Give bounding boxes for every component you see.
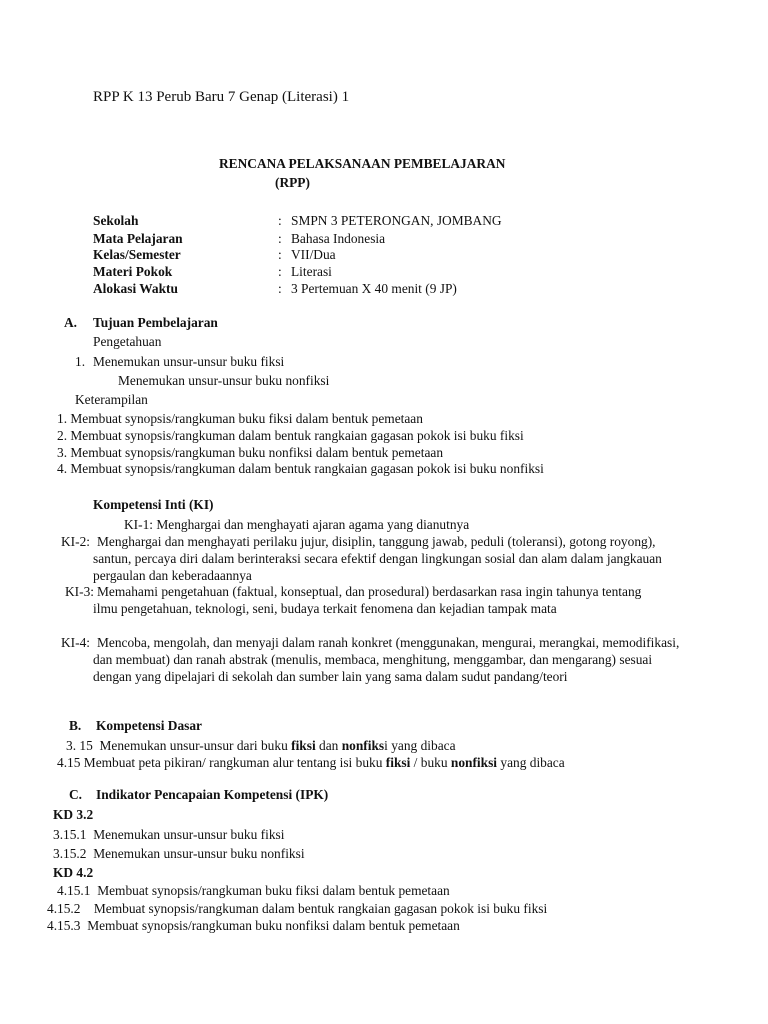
- kd-item: [66, 737, 456, 754]
- rpp-heading-abbrev: (RPP): [275, 175, 310, 190]
- identity-value: SMPN 3 PETERONGAN, JOMBANG: [291, 213, 502, 228]
- ipk-number: 4.15.1: [57, 883, 91, 898]
- ki-3-text: Memahami pengetahuan (faktual, konseptual, dan prosedural) berdasarkan rasa ingin tahunya tentang ilmu pengetahuan, teknologi, seni, budaya terkait fenomena dan kejadian tampak mata: [93, 584, 642, 616]
- identity-value: 3 Pertemuan X 40 menit (9 JP): [291, 281, 457, 296]
- identity-row-kelas-semester: [0, 246, 768, 263]
- section-c-title: Indikator Pencapaian Kompetensi (IPK): [96, 787, 329, 802]
- section-b-letter: B.: [69, 718, 82, 733]
- keterampilan-item: 1. Membuat synopsis/rangkuman buku fiksi dalam bentuk pemetaan: [57, 411, 423, 426]
- section-b-title: Kompetensi Dasar: [96, 718, 203, 733]
- kd-text: yang dibaca: [497, 755, 565, 770]
- identity-value: VII/Dua: [291, 247, 336, 262]
- kd-text: Membuat peta pikiran/ rangkuman alur tentang isi buku: [83, 755, 386, 770]
- ipk-text: Menemukan unsur-unsur buku fiksi: [93, 827, 285, 842]
- ipk-number: 3.15.2: [53, 846, 87, 861]
- kd-text: Menemukan unsur-unsur dari buku: [99, 738, 292, 753]
- keterampilan-label: Keterampilan: [75, 392, 148, 407]
- ki-4-label: KI-4:: [61, 635, 91, 650]
- kd-number: 4.15: [57, 755, 81, 770]
- pengetahuan-item: Menemukan unsur-unsur buku fiksi: [93, 354, 285, 369]
- ipk-text: Menemukan unsur-unsur buku nonfiksi: [93, 846, 305, 861]
- section-a-title: Tujuan Pembelajaran: [93, 315, 218, 330]
- ipk-text: Membuat synopsis/rangkuman buku fiksi dalam bentuk pemetaan: [97, 883, 450, 898]
- ipk-item: [53, 826, 284, 843]
- identity-label: Materi Pokok: [93, 264, 173, 279]
- rpp-heading: RENCANA PELAKSANAAN PEMBELAJARAN: [219, 156, 506, 171]
- ipk-item: [47, 900, 547, 917]
- identity-row-sekolah: [0, 212, 768, 229]
- ki-title: Kompetensi Inti (KI): [93, 497, 214, 512]
- ipk-item: [57, 882, 450, 899]
- ipk-text: Membuat synopsis/rangkuman dalam bentuk rangkaian gagasan pokok isi buku fiksi: [93, 901, 548, 916]
- keterampilan-item: 4. Membuat synopsis/rangkuman dalam bentuk rangkaian gagasan pokok isi buku nonfiksi: [57, 461, 544, 476]
- pengetahuan-label: Pengetahuan: [93, 334, 162, 349]
- identity-colon: :: [278, 281, 282, 296]
- identity-label: Mata Pelajaran: [93, 231, 183, 246]
- ki-1: KI-1: Menghargai dan menghayati ajaran agama yang dianutnya: [124, 517, 470, 532]
- identity-row-materi-pokok: [0, 263, 768, 280]
- ipk-number: 4.15.3: [47, 918, 81, 933]
- pengetahuan-item-number: 1.: [75, 354, 86, 369]
- ipk-text: Membuat synopsis/rangkuman buku nonfiksi dalam bentuk pemetaan: [87, 918, 460, 933]
- identity-colon: :: [278, 213, 282, 228]
- ki-2-text: Menghargai dan menghayati perilaku jujur, disiplin, tanggung jawab, peduli (toleransi), gotong royong), santun, percaya diri dalam berinteraksi secara efektif dengan lingkungan sosial dan alam dalam jangkauan pergaulan dan keberadaannya: [93, 534, 662, 583]
- identity-value: Literasi: [291, 264, 332, 279]
- ipk-number: 4.15.2: [47, 901, 81, 916]
- kd-keyword: nonfiks: [341, 738, 385, 753]
- identity-row-alokasi-waktu: [0, 280, 768, 297]
- ipk-number: 3.15.1: [53, 827, 87, 842]
- identity-value: Bahasa Indonesia: [291, 231, 386, 246]
- identity-colon: :: [278, 247, 282, 262]
- kd-keyword: nonfiksi: [450, 755, 498, 770]
- ipk-item: [47, 917, 460, 934]
- section-c-letter: C.: [69, 787, 83, 802]
- identity-colon: :: [278, 231, 282, 246]
- ipk-item: [53, 845, 305, 862]
- ki-3-label: KI-3:: [65, 584, 95, 599]
- keterampilan-item: 3. Membuat synopsis/rangkuman buku nonfiksi dalam bentuk pemetaan: [57, 445, 444, 460]
- kd-keyword: fiksi: [385, 755, 411, 770]
- kd-item: [57, 754, 565, 771]
- identity-row-mata-pelajaran: [0, 230, 768, 247]
- kd-text: dan: [315, 738, 342, 753]
- kd-keyword: fiksi: [291, 738, 316, 753]
- keterampilan-item: 2. Membuat synopsis/rangkuman dalam bentuk rangkaian gagasan pokok isi buku fiksi: [57, 428, 524, 443]
- kd-4-2-label: KD 4.2: [53, 865, 94, 880]
- ki-4-text: Mencoba, mengolah, dan menyaji dalam ranah konkret (menggunakan, mengurai, merangkai, memodifikasi, dan membuat) dan ranah abstrak (menulis, membaca, menghitung, menggambar, dan mengarang) sesuai dengan yang dipelajari di sekolah dan sumber lain yang sama dalam sudut pandang/teori: [93, 635, 680, 684]
- ki-2-label: KI-2:: [61, 534, 91, 549]
- identity-label: Alokasi Waktu: [93, 281, 178, 296]
- kd-number: 3. 15: [66, 738, 93, 753]
- pengetahuan-item: Menemukan unsur-unsur buku nonfiksi: [118, 373, 330, 388]
- kd-text: / buku: [410, 755, 451, 770]
- kd-3-2-label: KD 3.2: [53, 807, 94, 822]
- identity-label: Kelas/Semester: [93, 247, 181, 262]
- section-a-letter: A.: [64, 315, 78, 330]
- kd-text: i yang dibaca: [384, 738, 456, 753]
- identity-colon: :: [278, 264, 282, 279]
- document-title: RPP K 13 Perub Baru 7 Genap (Literasi) 1: [93, 89, 350, 105]
- identity-label: Sekolah: [93, 213, 139, 228]
